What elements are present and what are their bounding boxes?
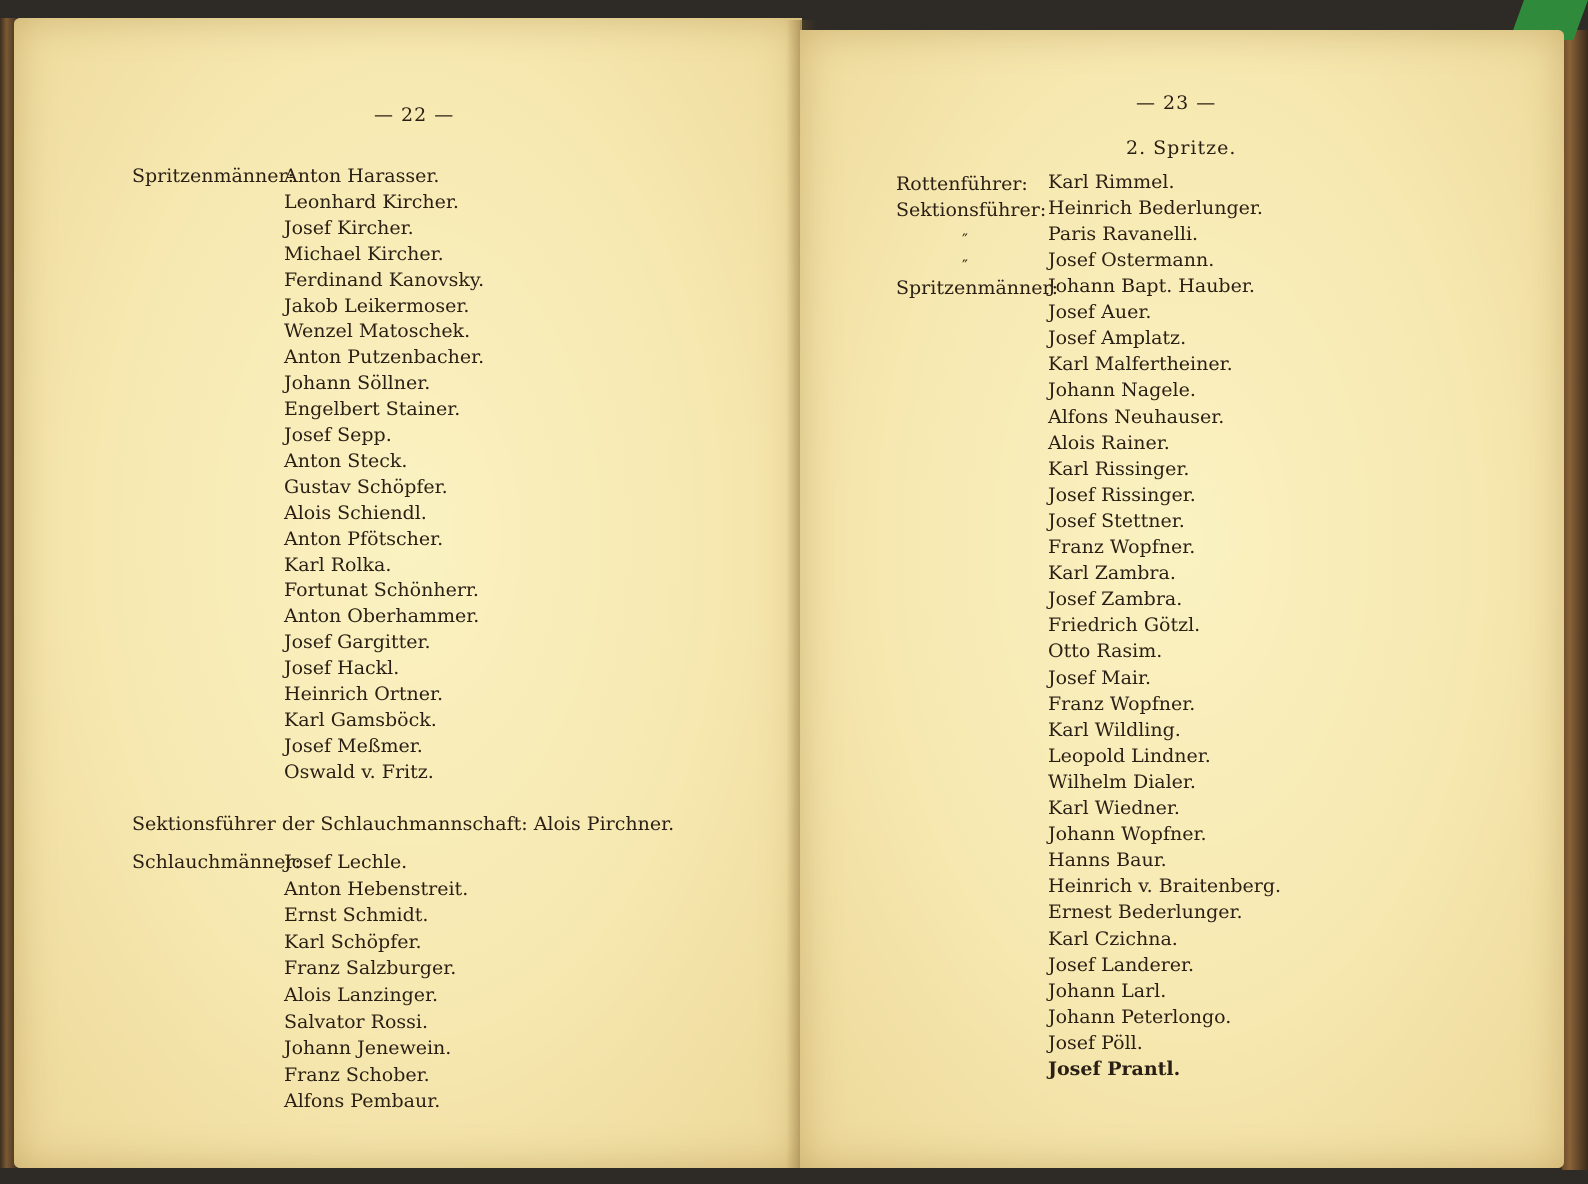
book-binding-right (1562, 30, 1588, 1170)
list-item: Leonhard Kircher. (284, 190, 459, 213)
list-item: Johann Söllner. (284, 372, 431, 395)
list-item: Alois Lanzinger. (284, 984, 439, 1006)
list-item: Wenzel Matoschek. (284, 320, 471, 343)
spritzenmaenner-label-right: Spritzenmänner: (896, 277, 1059, 299)
sektionsfuehrer-label: Sektionsführer: (896, 199, 1047, 221)
section-heading: 2. Spritze. (1126, 137, 1237, 159)
list-item: Michael Kircher. (284, 242, 444, 265)
page-number-left: — 22 — (374, 104, 455, 126)
list-item: Josef Amplatz. (1048, 327, 1187, 350)
list-item: Josef Mair. (1048, 666, 1152, 689)
list-item: Otto Rasim. (1048, 640, 1163, 663)
list-item: Leopold Lindner. (1048, 744, 1211, 767)
list-item: Karl Wiedner. (1048, 797, 1180, 819)
list-item: Oswald v. Fritz. (284, 760, 434, 783)
list-item: Karl Czichna. (1048, 927, 1178, 950)
list-item: Josef Auer. (1048, 301, 1152, 324)
list-item: Josef Zambra. (1048, 588, 1183, 611)
list-item: Franz Salzburger. (284, 957, 457, 980)
list-item: Karl Rissinger. (1048, 457, 1190, 480)
list-item: Johann Bapt. Hauber. (1048, 275, 1255, 297)
page-number-right: — 23 — (1136, 92, 1217, 114)
list-item: Josef Meßmer. (284, 734, 423, 757)
page-right (800, 30, 1564, 1168)
list-item: Josef Lechle. (284, 851, 408, 873)
list-item: Heinrich Ortner. (284, 683, 444, 705)
list-item: Paris Ravanelli. (1048, 223, 1199, 245)
list-item: Ernest Bederlunger. (1048, 901, 1243, 924)
list-item: Engelbert Stainer. (284, 398, 461, 421)
list-item: Karl Rolka. (284, 553, 392, 576)
list-item: Hanns Baur. (1048, 849, 1167, 872)
list-item: Josef Stettner. (1048, 509, 1185, 532)
list-item: Franz Schober. (284, 1063, 430, 1086)
ditto-mark: ″ (962, 256, 968, 275)
list-item: Anton Putzenbacher. (284, 346, 485, 369)
list-item: Heinrich Bederlunger. (1048, 197, 1263, 219)
list-item: Alois Schiendl. (284, 501, 427, 524)
spritzenmaenner-label-left: Spritzenmänner: (132, 165, 295, 187)
list-item: Fortunat Schönherr. (284, 579, 479, 602)
list-item: Ferdinand Kanovsky. (284, 268, 485, 291)
list-item: Johann Wopfner. (1048, 823, 1207, 846)
list-item: Josef Hackl. (284, 657, 400, 680)
sektionsfuehrer-schlauch: Sektionsführer der Schlauchmannschaft: Alois Pirchner. (132, 813, 675, 835)
list-item: Alfons Pembaur. (284, 1090, 441, 1113)
schlauchmaenner-label: Schlauchmänner: (132, 851, 301, 873)
list-item: Anton Steck. (284, 449, 408, 472)
list-item: Johann Nagele. (1048, 379, 1196, 402)
list-item: Anton Oberhammer. (284, 605, 480, 628)
list-item: Alfons Neuhauser. (1048, 405, 1225, 428)
list-item: Jakob Leikermoser. (284, 294, 470, 317)
list-item: Josef Ostermann. (1048, 249, 1215, 271)
list-item: Josef Rissinger. (1048, 483, 1196, 506)
list-item: Alois Rainer. (1048, 431, 1170, 454)
list-item: Karl Gamsböck. (284, 708, 437, 731)
list-item: Karl Wildling. (1048, 718, 1181, 741)
list-item: Karl Malfertheiner. (1048, 353, 1233, 376)
list-item: Wilhelm Dialer. (1048, 770, 1196, 793)
list-item: Gustav Schöpfer. (284, 475, 448, 498)
list-item: Johann Jenewein. (284, 1037, 452, 1060)
list-item: Josef Prantl. (1048, 1058, 1181, 1080)
list-item: Anton Harasser. (284, 165, 440, 187)
list-item: Josef Pöll. (1048, 1031, 1143, 1054)
list-item: Karl Zambra. (1048, 562, 1176, 585)
list-item: Johann Peterlongo. (1048, 1005, 1232, 1028)
list-item: Josef Kircher. (284, 216, 414, 239)
list-item: Josef Gargitter. (284, 631, 431, 654)
list-item: Franz Wopfner. (1048, 536, 1196, 558)
rottenfuehrer-label: Rottenführer: (896, 173, 1028, 195)
list-item: Johann Larl. (1048, 979, 1167, 1002)
list-item: Anton Pfötscher. (284, 527, 444, 550)
list-item: Heinrich v. Braitenberg. (1048, 875, 1282, 898)
list-item: Josef Landerer. (1048, 953, 1195, 976)
list-item: Anton Hebenstreit. (284, 877, 469, 900)
list-item: Ernst Schmidt. (284, 904, 429, 927)
ditto-mark: ″ (962, 230, 968, 249)
page-left (14, 18, 802, 1168)
list-item: Friedrich Götzl. (1048, 614, 1201, 637)
rottenfuehrer-name: Karl Rimmel. (1048, 171, 1175, 193)
list-item: Josef Sepp. (284, 424, 392, 446)
list-item: Karl Schöpfer. (284, 930, 422, 953)
list-item: Salvator Rossi. (284, 1010, 429, 1033)
list-item: Franz Wopfner. (1048, 692, 1196, 715)
